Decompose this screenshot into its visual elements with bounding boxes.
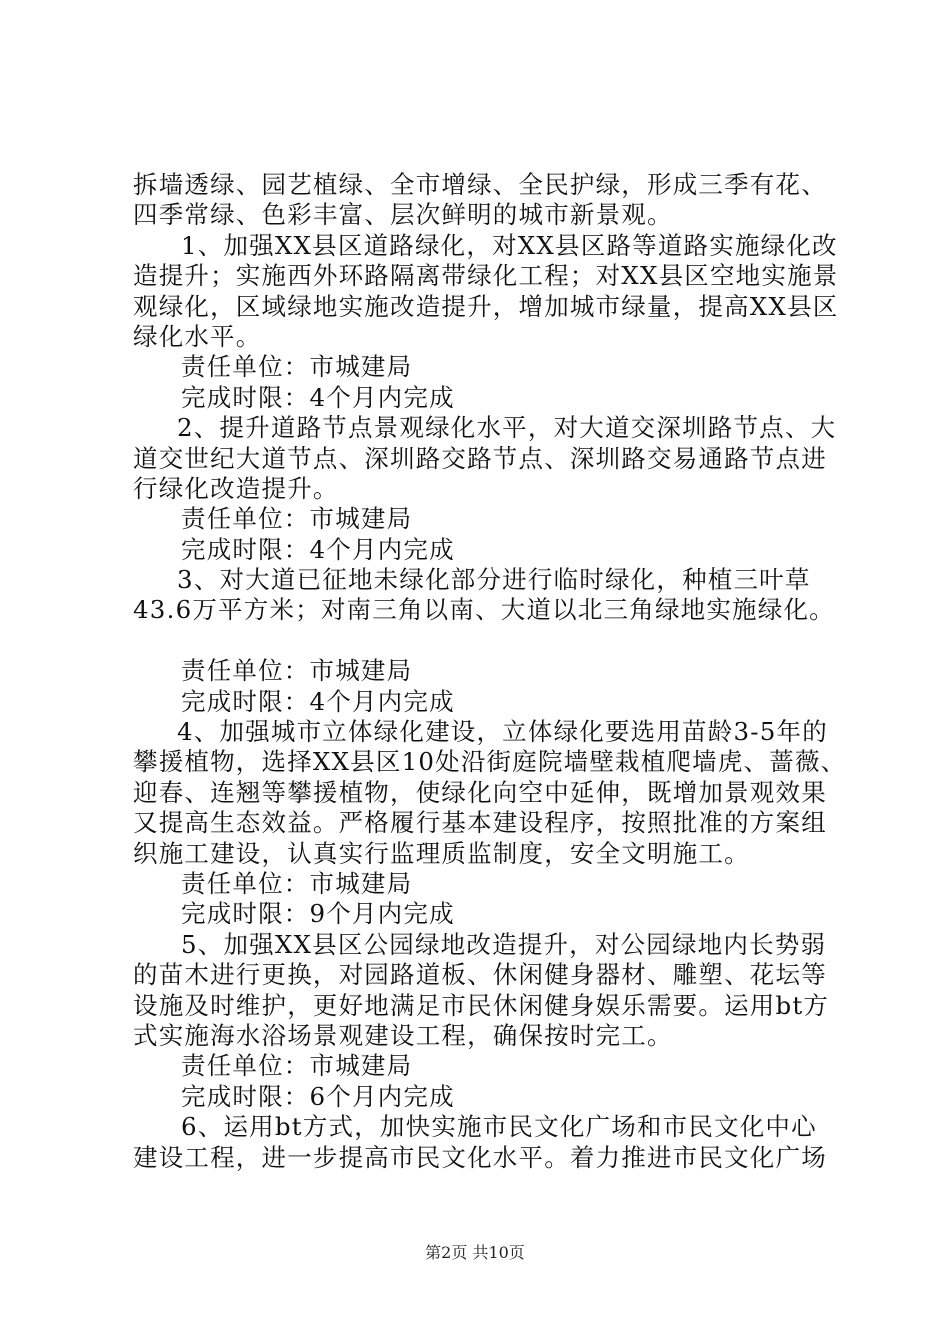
text-line: 43.6万平方米；对南三角以南、大道以北三角绿地实施绿化。 [133,595,835,625]
responsible-unit: 责任单位：市城建局 [181,352,413,382]
completion-deadline: 完成时限：4个月内完成 [181,534,455,564]
completion-deadline: 完成时限：4个月内完成 [181,382,455,412]
text-line: 绿化水平。 [133,321,262,351]
text-line: 设施及时维护，更好地满足市民休闲健身娱乐需要。运用bt方 [133,990,830,1020]
text-line: 的苗木进行更换，对园路道板、休闲健身器材、雕塑、花坛等 [133,960,827,990]
text-line: 拆墙透绿、园艺植绿、全市增绿、全民护绿，形成三季有花、 [133,170,827,199]
page-number: 第2页 共10页 [425,1243,525,1262]
text-line: 又提高生态效益。严格履行基本建设程序，按照批准的方案组 [133,808,827,838]
item-3-heading: 3、对大道已征地未绿化部分进行临时绿化，种植三叶草 [177,565,811,595]
item-1-heading: 1、加强XX县区道路绿化，对XX县区路等道路实施绿化改 [181,230,838,260]
document-body [133,170,847,1173]
text-line: 攀援植物，选择XX县区10处沿街庭院墙壁栽植爬墙虎、蔷薇、 [133,747,847,777]
text-line: 织施工建设，认真实行监理质监制度，安全文明施工。 [133,838,750,868]
item-2-heading: 2、提升道路节点景观绿化水平，对大道交深圳路节点、大 [177,413,837,443]
text-line: 建设工程，进一步提高市民文化水平。着力推进市民文化广场 [133,1142,827,1172]
responsible-unit: 责任单位：市城建局 [181,656,413,686]
item-4-heading: 4、加强城市立体绿化建设，立体绿化要选用苗龄3-5年的 [177,717,828,747]
item-5-heading: 5、加强XX县区公园绿地改造提升，对公园绿地内长势弱 [181,929,827,959]
item-6-heading: 6、运用bt方式，加快实施市民文化广场和市民文化中心 [181,1112,817,1142]
text-line: 四季常绿、色彩丰富、层次鲜明的城市新景观。 [133,200,673,230]
text-line: 造提升；实施西外环路隔离带绿化工程；对XX县区空地实施景 [133,261,839,291]
text-line: 道交世纪大道节点、深圳路交路节点、深圳路交易通路节点进 [133,443,827,473]
responsible-unit: 责任单位：市城建局 [181,1051,413,1081]
completion-deadline: 完成时限：9个月内完成 [181,899,455,929]
text-line: 观绿化，区域绿地实施改造提升，增加城市绿量，提高XX县区 [133,291,839,321]
text-line: 行绿化改造提升。 [133,473,339,503]
blank-line [133,626,833,656]
responsible-unit: 责任单位：市城建局 [181,504,413,534]
text-line: 式实施海水浴场景观建设工程，确保按时完工。 [133,1020,673,1050]
completion-deadline: 完成时限：6个月内完成 [181,1081,455,1111]
completion-deadline: 完成时限：4个月内完成 [181,686,455,716]
text-line: 迎春、连翘等攀援植物，使绿化向空中延伸，既增加景观效果 [133,777,827,807]
responsible-unit: 责任单位：市城建局 [181,868,413,898]
